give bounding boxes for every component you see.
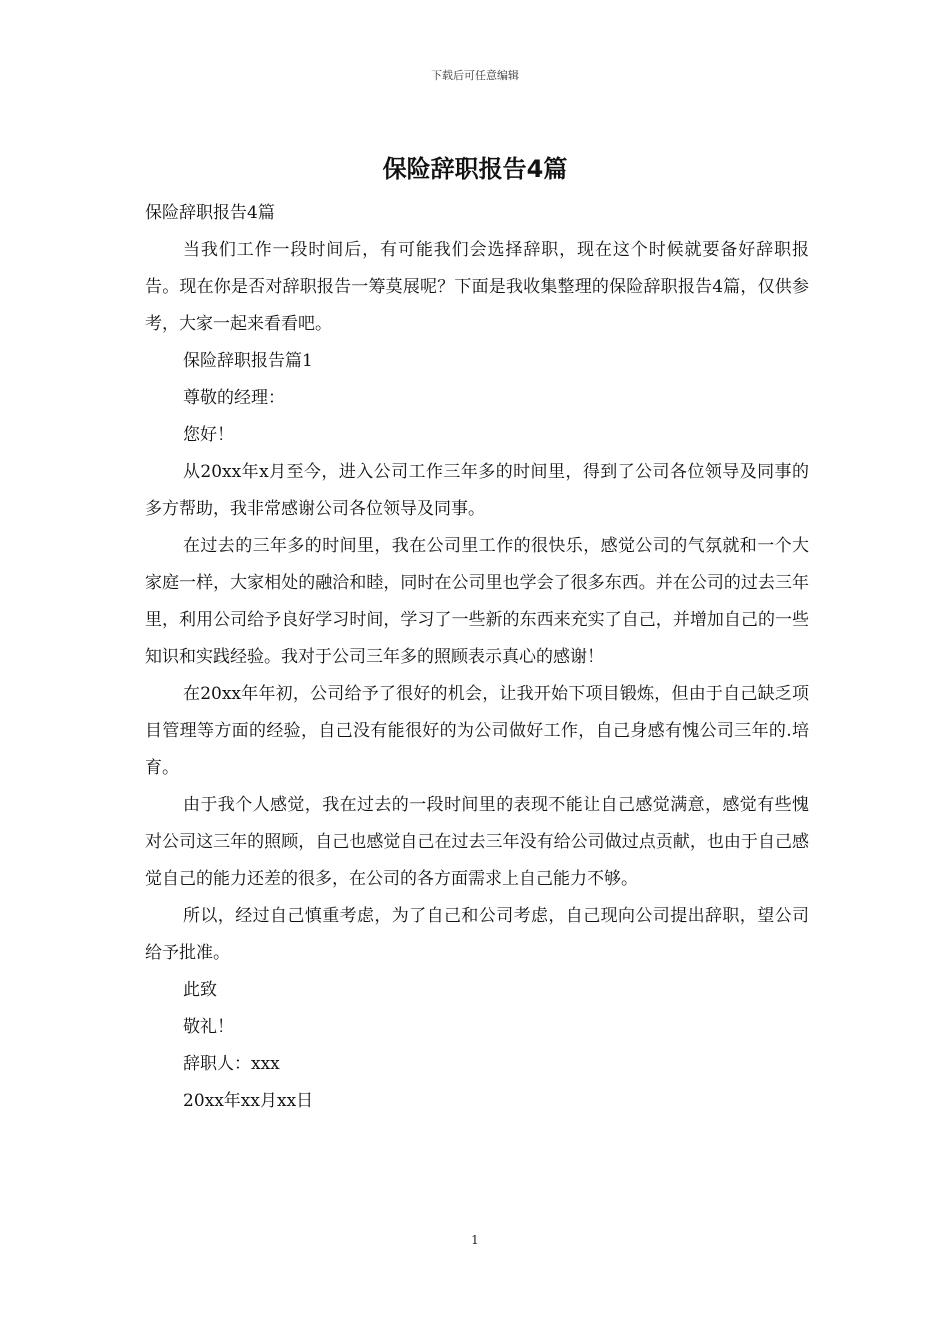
document-body bbox=[145, 195, 809, 1120]
closing-phrase: 此致 bbox=[183, 980, 217, 1000]
date-line: 20xx年xx月xx日 bbox=[183, 1091, 314, 1111]
body-paragraph: 保险辞职报告4篇 bbox=[145, 203, 275, 223]
body-paragraph: 由于我个人感觉，我在过去的一段时间里的表现不能让自己感觉满意，感觉有些愧对公司这三年的照顾，自己也感觉自己在过去三年没有给公司做过点贡献，也由于自己感觉自己的能力还差的很多，在公司的各方面需求上自己能力不够。 bbox=[145, 795, 809, 889]
salutation: 尊敬的经理： bbox=[183, 388, 285, 408]
signature-line: 辞职人：xxx bbox=[183, 1054, 280, 1074]
body-paragraph: 在20xx年年初，公司给予了很好的机会，让我开始下项目锻炼，但由于自己缺乏项目管理等方面的经验，自己没有能很好的为公司做好工作，自己身感有愧公司三年的.培育。 bbox=[145, 684, 809, 778]
section-heading: 保险辞职报告篇1 bbox=[183, 351, 313, 371]
document-title: 保险辞职报告4篇 bbox=[382, 155, 568, 183]
body-paragraph: 在过去的三年多的时间里，我在公司里工作的很快乐，感觉公司的气氛就和一个大家庭一样，大家相处的融洽和睦，同时在公司里也学会了很多东西。并在公司的过去三年里，利用公司给予良好学习时间，学习了一些新的东西来充实了自己，并增加自己的一些知识和实践经验。我对于公司三年多的照顾表示真心的感谢！ bbox=[145, 536, 809, 667]
greeting: 您好！ bbox=[183, 425, 234, 445]
body-paragraph: 从20xx年x月至今，进入公司工作三年多的时间里，得到了公司各位领导及同事的多方帮助，我非常感谢公司各位领导及同事。 bbox=[145, 462, 809, 519]
page-number: 1 bbox=[471, 1233, 479, 1247]
closing-salute: 敬礼！ bbox=[183, 1017, 234, 1037]
body-paragraph: 所以，经过自己慎重考虑，为了自己和公司考虑，自己现向公司提出辞职，望公司给予批准。 bbox=[145, 906, 809, 963]
header-note: 下载后可任意编辑 bbox=[431, 69, 519, 82]
body-paragraph: 当我们工作一段时间后，有可能我们会选择辞职，现在这个时候就要备好辞职报告。现在你是否对辞职报告一筹莫展呢？下面是我收集整理的保险辞职报告4篇，仅供参考，大家一起来看看吧。 bbox=[145, 240, 809, 334]
